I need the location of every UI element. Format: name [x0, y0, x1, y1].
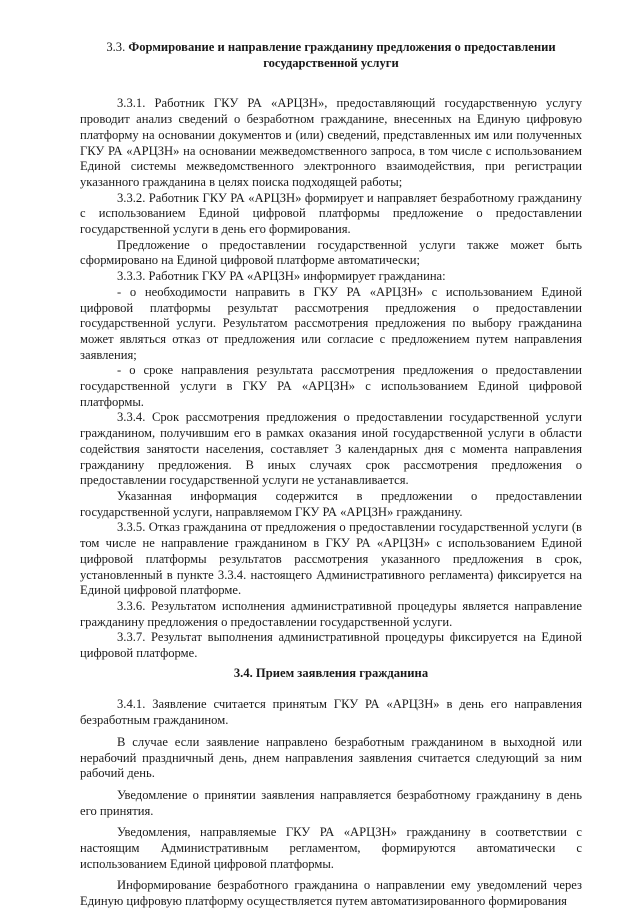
paragraph-3-3-4: 3.3.4. Срок рассмотрения предложения о предоставлении государственной услуги гражданином, получившим его в рамках оказания иной государственной услуги в области содействия занятости населения, составляет 3 календарных дня с момента направления гражданину предложения. В иных случаях срок рассмотрения предложения о предоставлении государственной услуги не устанавливается.: [80, 410, 582, 488]
paragraph-3-3-2: 3.3.2. Работник ГКУ РА «АРЦЗН» формирует и направляет безработному гражданину с использованием Единой цифровой платформы предложение о предоставлении государственной услуги в день его формирования.: [80, 190, 582, 237]
section-number: 3.3.: [106, 40, 126, 54]
paragraph-notice-acceptance: Уведомление о принятии заявления направляется безработному гражданину в день его принятия.: [80, 787, 582, 818]
paragraph-bullet-result: - о необходимости направить в ГКУ РА «АРЦЗН» с использованием Единой цифровой платформы результат рассмотрения предложения о предоставлении государственной услуги. Результатом рассмотрения предложения по выбору гражданина может являться отказ от предложения или согласие с предложением путем направления заявления;: [80, 284, 582, 362]
paragraph-3-3-1: 3.3.1. Работник ГКУ РА «АРЦЗН», предоставляющий государственную услугу проводит анализ сведений о безработном гражданине, внесенных на Единую цифровую платформу на основании документов и (или) сведений, представленных им или полученных ГКУ РА «АРЦЗН» на основании межведомственного запроса, в том числе с использованием Единой системы межведомственного электронного взаимодействия, при регистрации указанного гражданина в целях поиска подходящей работы;: [80, 96, 582, 189]
paragraph-bullet-deadline: - о сроке направления результата рассмотрения предложения о предоставлении государственной услуги в ГКУ РА «АРЦЗН» с использованием Единой цифровой платформы.: [80, 363, 582, 409]
section-title: Прием заявления гражданина: [255, 665, 429, 680]
section-heading-3-3: [80, 40, 582, 71]
document-body: [80, 40, 582, 910]
paragraph-informing: Информирование безработного гражданина о направлении ему уведомлений через Единую цифровую платформу осуществляется путем автоматизированного формирования: [80, 878, 582, 909]
paragraph-holiday: В случае если заявление направлено безработным гражданином в выходной или нерабочий праздничный день, днем направления заявления считается следующий за ним рабочий день.: [80, 734, 582, 781]
section-title: Формирование и направление гражданину предложения о предоставлении государственной услуги: [128, 40, 556, 70]
paragraph-auto-offer: Предложение о предоставлении государственной услуги также может быть сформировано на Единой цифровой платформе автоматически;: [80, 237, 582, 268]
paragraph-3-3-3: 3.3.3. Работник ГКУ РА «АРЦЗН» информирует гражданина:: [117, 269, 446, 284]
paragraph-info-contained: Указанная информация содержится в предложении о предоставлении государственной услуги, направляемом ГКУ РА «АРЦЗН» гражданину.: [80, 488, 582, 519]
section-number: 3.4.: [233, 665, 253, 680]
paragraph-3-3-5: 3.3.5. Отказ гражданина от предложения о предоставлении государственной услуги (в том числе не направление гражданином в ГКУ РА «АРЦЗН» с использованием Единой цифровой платформы результатов рассмотрения указанного предложения в срок, установленный в пункте 3.3.4. настоящего Административного регламента) фиксируется на Единой цифровой платформе.: [80, 520, 582, 598]
paragraph-3-4-1: 3.4.1. Заявление считается принятым ГКУ РА «АРЦЗН» в день его направления безработным гражданином.: [80, 697, 582, 728]
paragraph-3-3-7: 3.3.7. Результат выполнения административной процедуры фиксируется на Единой цифровой платформе.: [80, 630, 582, 661]
paragraph-3-3-6: 3.3.6. Результатом исполнения административной процедуры является направление гражданину предложения о предоставлении государственной услуги.: [80, 598, 582, 629]
paragraph-notices-auto: Уведомления, направляемые ГКУ РА «АРЦЗН» гражданину в соответствии с настоящим Административным регламентом, формируются автоматически с использованием Единой цифровой платформы.: [80, 825, 582, 871]
section-heading-3-4: [80, 666, 582, 682]
